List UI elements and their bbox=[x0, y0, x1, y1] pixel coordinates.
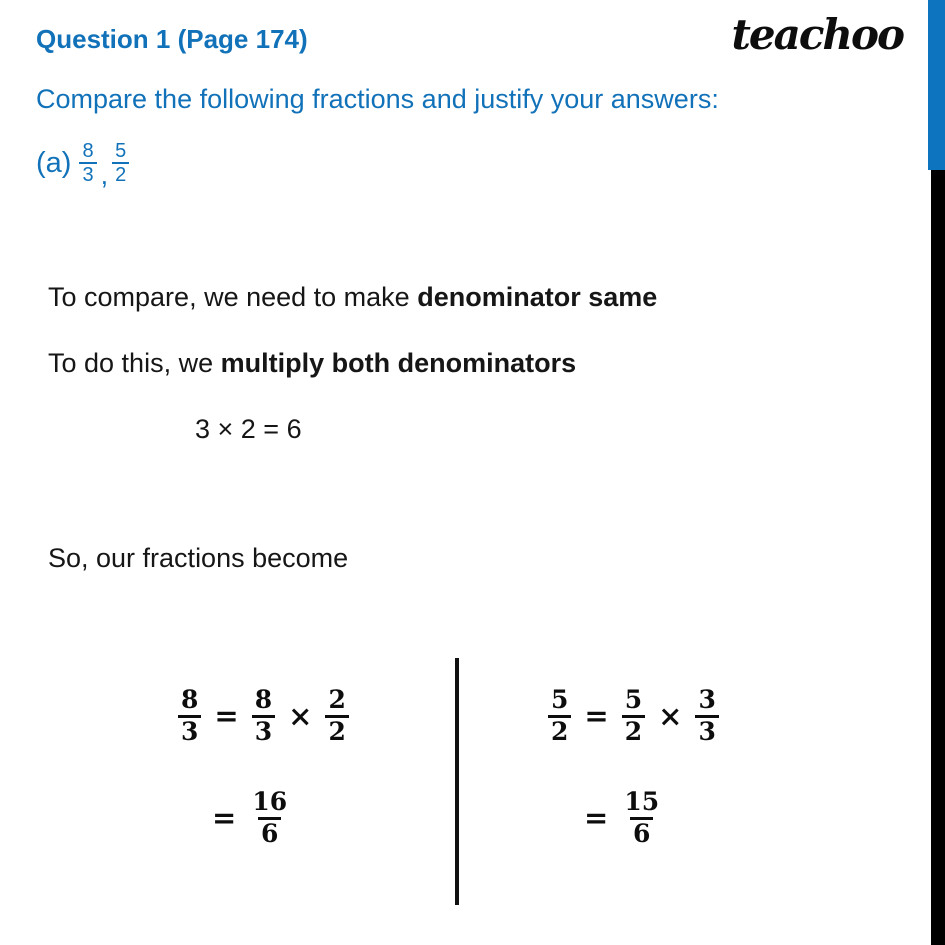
fraction-numerator: 5 bbox=[551, 685, 569, 714]
question-fraction-1 bbox=[79, 140, 96, 186]
question-prompt: Compare the following fractions and justify your answers: bbox=[36, 84, 719, 114]
column-divider-line bbox=[455, 658, 459, 905]
left-lhs-fraction bbox=[178, 686, 201, 747]
equals-sign: = bbox=[212, 801, 237, 836]
fraction-numerator: 15 bbox=[624, 787, 660, 816]
left-multiplier-fraction bbox=[325, 686, 348, 747]
right-result-fraction bbox=[621, 788, 662, 849]
fraction-denominator: 3 bbox=[695, 715, 718, 747]
fraction-denominator: 2 bbox=[622, 715, 645, 747]
working-right-result bbox=[584, 788, 662, 849]
fraction-numerator: 8 bbox=[82, 140, 94, 162]
page-title: Question 1 (Page 174) bbox=[36, 24, 308, 54]
fraction-denominator: 3 bbox=[252, 715, 275, 747]
equals-sign: = bbox=[584, 801, 609, 836]
fraction-denominator: 3 bbox=[178, 715, 201, 747]
left-result-fraction bbox=[249, 788, 290, 849]
fraction-numerator: 8 bbox=[181, 685, 199, 714]
fraction-numerator: 3 bbox=[698, 685, 716, 714]
step-2-bold-text: multiply both denominators bbox=[220, 348, 577, 378]
step-1-bold-text: denominator same bbox=[417, 282, 658, 312]
teachoo-logo: teachoo bbox=[731, 10, 903, 59]
solution-step-1 bbox=[48, 282, 657, 313]
solution-step-3: So, our fractions become bbox=[48, 543, 349, 573]
fraction-numerator: 5 bbox=[624, 685, 643, 714]
fraction-denominator: 2 bbox=[325, 715, 348, 747]
step-1-text: To compare, we need to make bbox=[48, 282, 418, 312]
fraction-denominator: 2 bbox=[112, 162, 129, 186]
equals-sign: = bbox=[214, 699, 239, 734]
edge-accent-bar-blue bbox=[928, 0, 945, 170]
fraction-denominator: 6 bbox=[630, 817, 653, 849]
fraction-numerator: 8 bbox=[254, 685, 273, 714]
fraction-denominator: 3 bbox=[79, 162, 96, 186]
right-lhs-fraction bbox=[548, 686, 571, 747]
denominator-multiplication: 3 × 2 = 6 bbox=[195, 414, 302, 444]
right-multiplicand-fraction bbox=[622, 686, 645, 747]
edge-accent-bar-black bbox=[931, 170, 945, 945]
step-2-text: To do this, we bbox=[48, 348, 221, 378]
fraction-denominator: 2 bbox=[548, 715, 571, 747]
working-right-equation bbox=[548, 686, 719, 747]
fraction-numerator: 16 bbox=[252, 787, 288, 816]
question-fraction-2 bbox=[112, 140, 129, 186]
equals-sign: = bbox=[584, 699, 609, 734]
fraction-denominator: 6 bbox=[258, 817, 281, 849]
working-left-equation bbox=[178, 686, 349, 747]
fraction-separator: , bbox=[100, 159, 109, 190]
question-part-a bbox=[36, 140, 129, 190]
right-multiplier-fraction bbox=[695, 686, 718, 747]
fraction-numerator: 5 bbox=[115, 140, 127, 162]
fraction-numerator: 2 bbox=[328, 685, 346, 714]
solution-step-2 bbox=[48, 348, 576, 379]
part-label: (a) bbox=[36, 146, 72, 179]
times-sign: × bbox=[658, 699, 683, 734]
left-multiplicand-fraction bbox=[252, 686, 275, 747]
times-sign: × bbox=[288, 699, 313, 734]
working-left-result bbox=[212, 788, 290, 849]
